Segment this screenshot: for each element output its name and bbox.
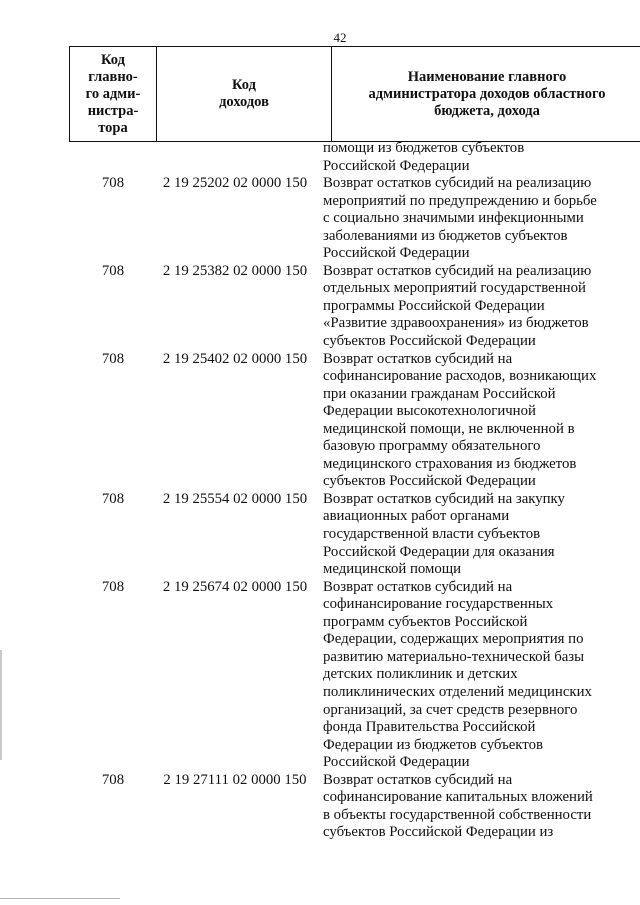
- income-name-line: Федерации из бюджетов субъектов: [323, 736, 543, 753]
- admin-code-cell: 708: [101, 262, 125, 279]
- income-name-line: медицинской помощи: [323, 561, 462, 578]
- income-name-line: медицинской помощи, не включенной в: [323, 420, 575, 437]
- income-name-line: софинансирование расходов, возникающих: [323, 368, 597, 385]
- admin-code-cell: 708: [101, 771, 125, 788]
- income-name-line: базовую программу обязательного: [323, 438, 541, 455]
- income-name-line: медицинского страхования из бюджетов: [323, 455, 577, 472]
- income-name-cell: [319, 772, 615, 842]
- income-name-cell: [319, 579, 615, 772]
- income-name-line: поликлинических отделений медицинских: [323, 683, 592, 700]
- header-admin-line: нистра-: [87, 102, 139, 119]
- income-name-line: с социально значимыми инфекционными: [323, 210, 584, 227]
- income-code-cell: 2 19 25402 02 0000 150: [162, 350, 308, 367]
- header-name-line: Наименование главного: [407, 68, 567, 85]
- admin-code-cell: 708: [101, 490, 125, 507]
- table-row: [69, 140, 615, 175]
- income-name-cell: [319, 491, 615, 579]
- income-name-line: субъектов Российской Федерации: [323, 333, 536, 350]
- header-code-line: доходов: [219, 94, 269, 110]
- income-name-line: помощи из бюджетов субъектов: [323, 140, 525, 156]
- table-row: [69, 175, 615, 263]
- income-code-cell: 2 19 25554 02 0000 150: [162, 490, 308, 507]
- admin-code-cell: 708: [101, 350, 125, 367]
- income-name-line: государственной власти субъектов: [323, 526, 541, 543]
- header-admin-line: главно-: [88, 68, 138, 85]
- income-name-cell: [319, 263, 615, 351]
- header-code-line: Код: [232, 77, 256, 93]
- income-name-line: Федерации высокотехнологичной: [323, 403, 536, 420]
- admin-code-cell: 708: [101, 578, 125, 595]
- income-name-line: Возврат остатков субсидий на: [323, 771, 513, 788]
- income-name-line: софинансирование капитальных вложений: [323, 789, 593, 806]
- income-code-cell: 2 19 25674 02 0000 150: [162, 578, 308, 595]
- table-row: [69, 772, 615, 842]
- income-code-cell: 2 19 25382 02 0000 150: [162, 262, 308, 279]
- income-name-line: Возврат остатков субсидий на: [323, 350, 513, 367]
- income-name-line: Возврат остатков субсидий на реализацию: [323, 262, 592, 279]
- income-name-cell: [319, 351, 615, 491]
- income-name-line: Федерации, содержащих мероприятия по: [323, 631, 584, 648]
- table-row: [69, 263, 615, 351]
- header-admin-line: тора: [98, 119, 128, 136]
- income-name-line: отдельных мероприятий государственной: [323, 280, 586, 297]
- income-name-line: Российской Федерации: [323, 754, 470, 771]
- income-name-line: субъектов Российской Федерации из: [323, 824, 554, 841]
- income-code-cell: 2 19 25202 02 0000 150: [162, 175, 308, 192]
- income-name-line: программ субъектов Российской: [323, 613, 528, 630]
- income-name-line: при оказании гражданам Российской: [323, 385, 556, 402]
- income-name-line: в объекты государственной собственности: [323, 806, 592, 823]
- table-row: [69, 579, 615, 772]
- income-name-line: Российской Федерации для оказания: [323, 543, 555, 560]
- page-number: 42: [333, 30, 347, 45]
- income-name-cell: [319, 140, 615, 175]
- income-name-cell: [319, 175, 615, 263]
- header-income-code: [157, 47, 332, 142]
- income-name-line: Российской Федерации: [323, 245, 470, 262]
- header-name: [332, 47, 640, 142]
- income-name-line: развитию материально-технической базы: [323, 648, 585, 665]
- header-name-line: бюджета, дохода: [434, 102, 540, 119]
- income-name-line: заболеваниями из бюджетов субъектов: [323, 227, 568, 244]
- header-admin-line: го адми-: [85, 85, 141, 102]
- header-admin-code: [70, 47, 157, 142]
- income-name-line: фонда Правительства Российской: [323, 719, 536, 736]
- scan-artifact: [0, 898, 120, 899]
- income-name-line: Возврат остатков субсидий на закупку: [323, 490, 565, 507]
- admin-code-cell: 708: [101, 175, 125, 192]
- scan-artifact: [0, 650, 2, 760]
- income-name-line: программы Российской Федерации: [323, 297, 545, 314]
- table-header: [69, 46, 640, 142]
- income-name-line: авиационных работ органами: [323, 508, 510, 525]
- header-admin-line: Код: [101, 51, 125, 68]
- income-name-line: софинансирование государственных: [323, 596, 554, 613]
- table-row: [69, 351, 615, 491]
- header-name-line: администратора доходов областного: [368, 85, 606, 102]
- income-name-line: Российской Федерации: [323, 157, 470, 174]
- income-name-line: Возврат остатков субсидий на реализацию: [323, 175, 592, 192]
- income-name-line: Возврат остатков субсидий на: [323, 578, 513, 595]
- income-code-cell: 2 19 27111 02 0000 150: [163, 771, 307, 788]
- table-body: [69, 140, 615, 842]
- income-name-line: «Развитие здравоохранения» из бюджетов: [323, 315, 589, 332]
- income-name-line: детских поликлиник и детских: [323, 666, 518, 683]
- income-name-line: мероприятий по предупреждению и борьбе: [323, 192, 597, 209]
- income-name-line: субъектов Российской Федерации: [323, 473, 536, 490]
- table-row: [69, 491, 615, 579]
- income-name-line: организаций, за счет средств резервного: [323, 701, 578, 718]
